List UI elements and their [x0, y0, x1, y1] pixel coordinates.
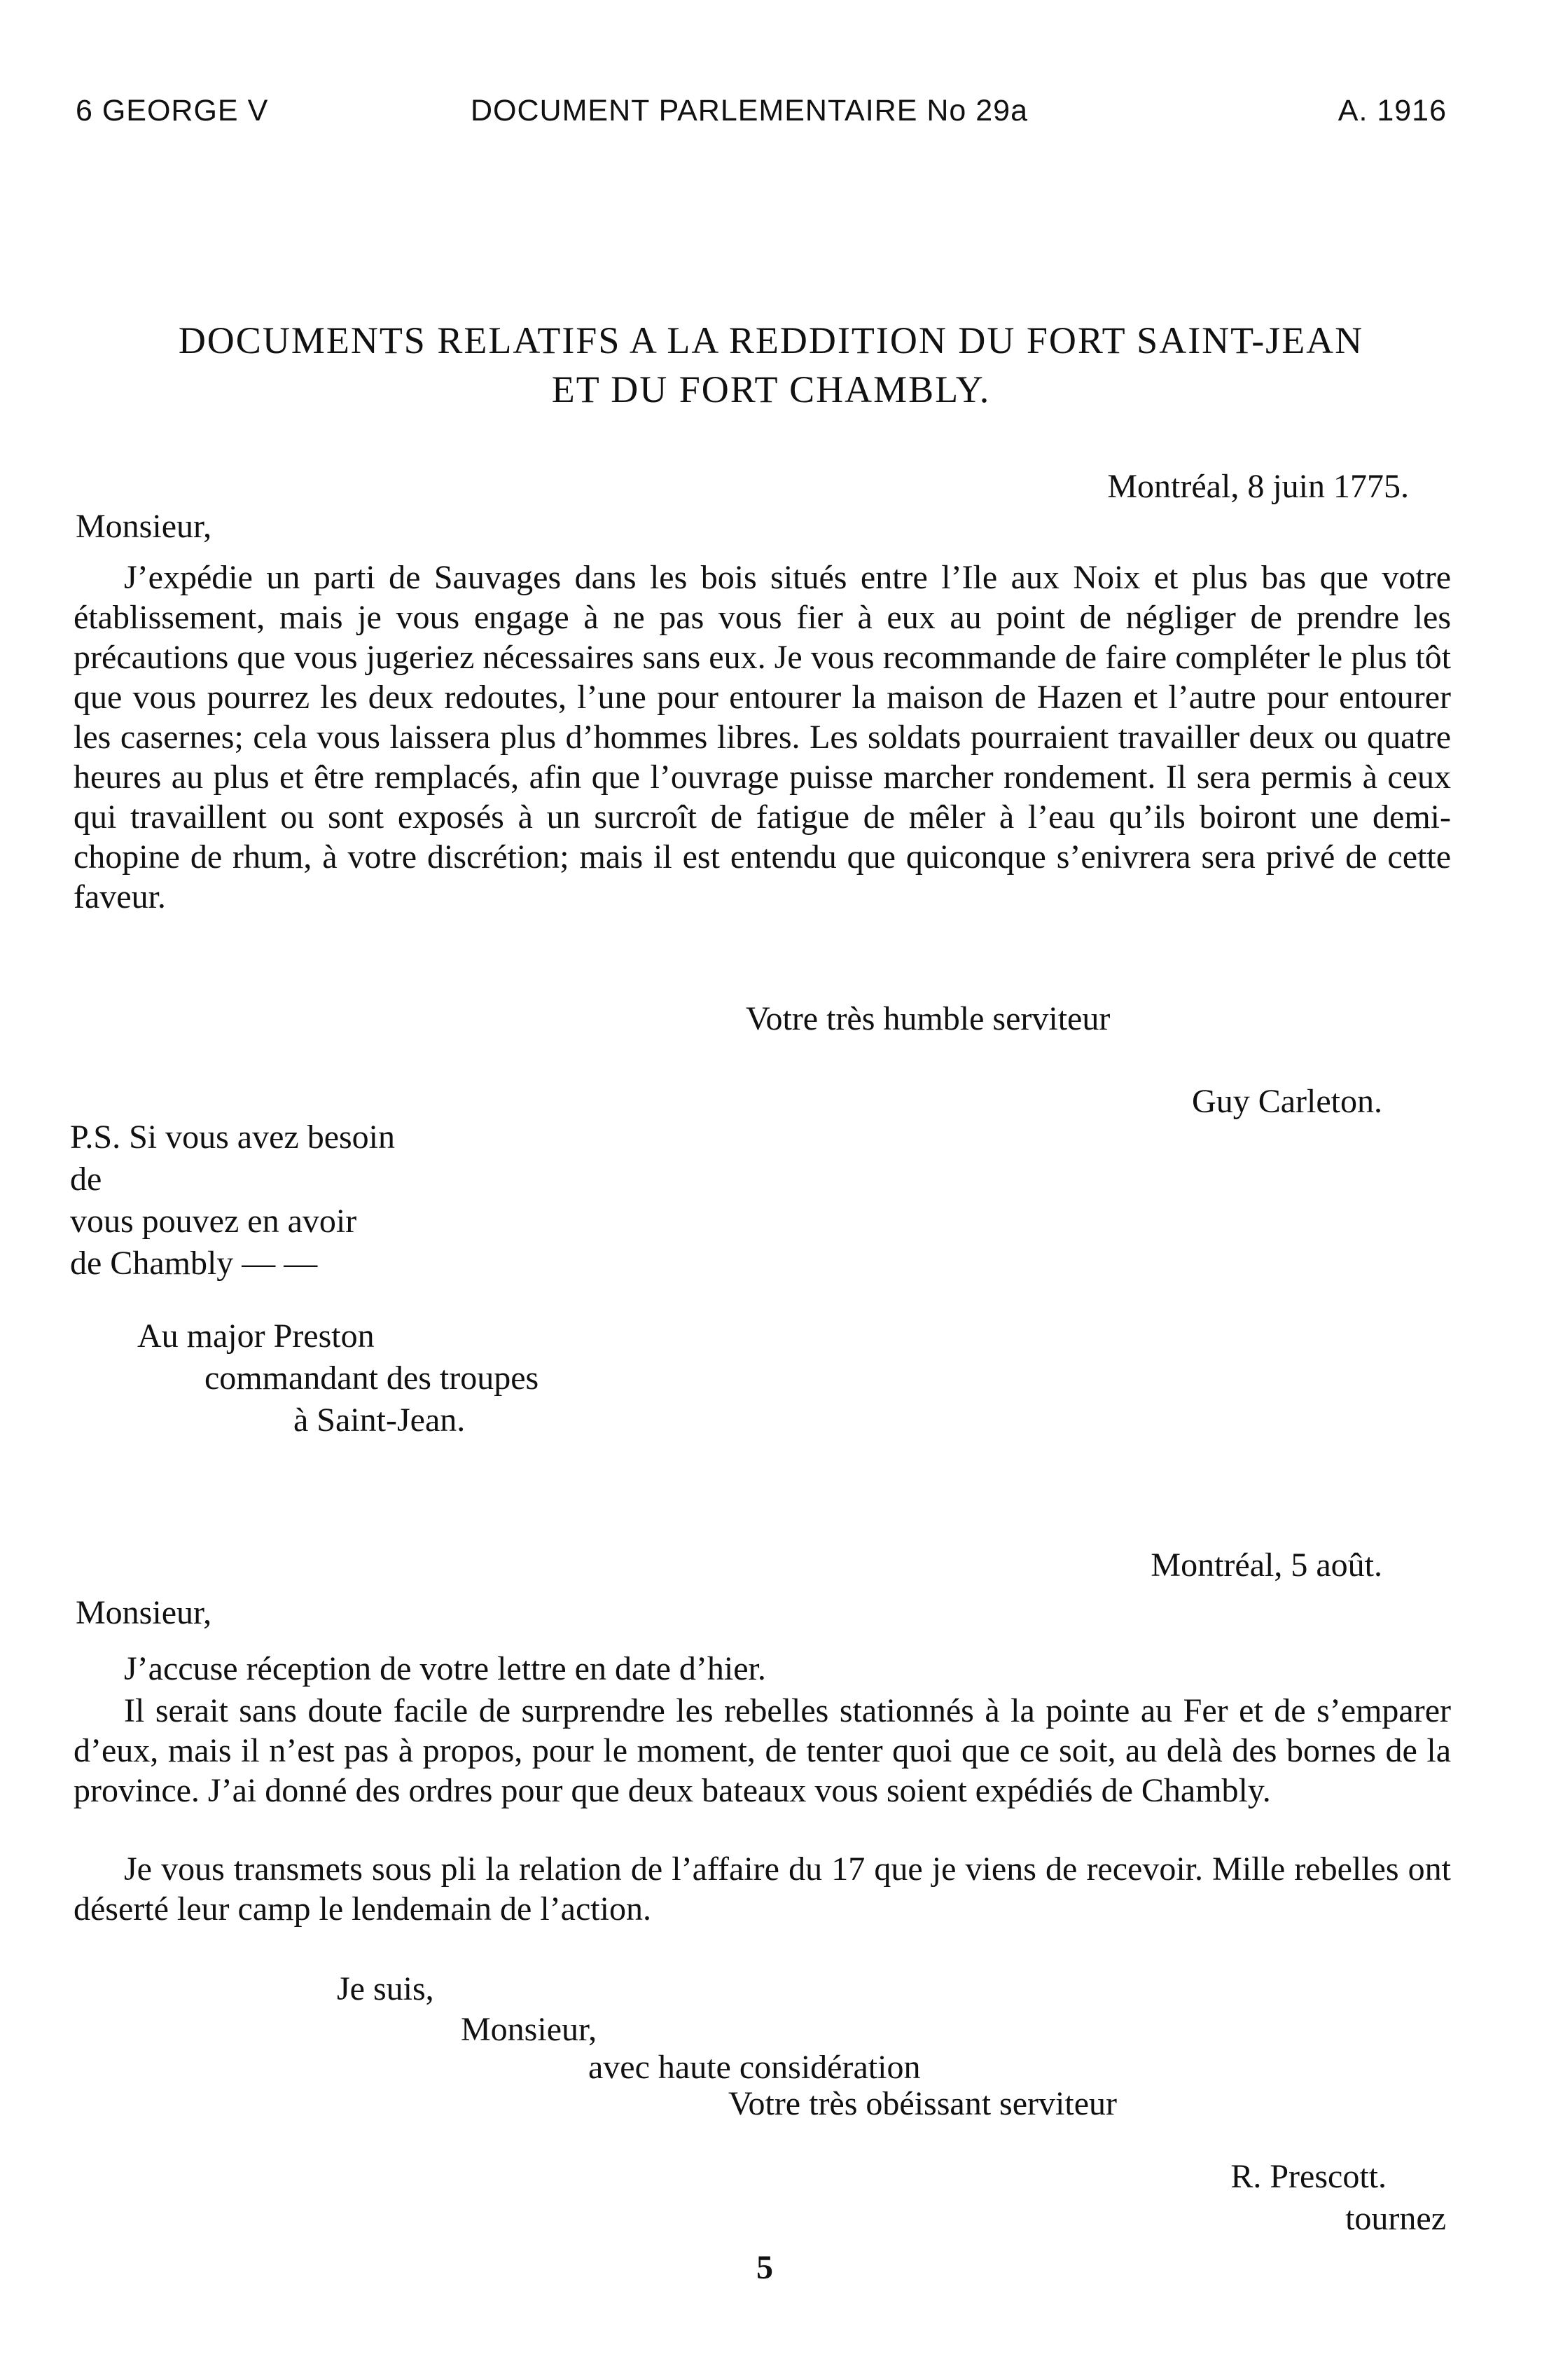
page-number: 5 [756, 2249, 773, 2286]
letter1-signature: Guy Carleton. [1192, 1083, 1382, 1120]
ps-line: P.S. Si vous avez besoin [70, 1119, 396, 1156]
letter2-place-date: Montréal, 5 août. [1151, 1547, 1382, 1584]
turn-over-note: tournez [1345, 2200, 1446, 2237]
letter2-paragraph: J’accuse réception de votre lettre en date d’hier. [124, 1650, 766, 1687]
ps-line: vous pouvez en avoir [70, 1203, 357, 1240]
address-line: à Saint-Jean. [293, 1402, 466, 1439]
header-left: 6 GEORGE V [76, 94, 269, 127]
document-title-line1: DOCUMENTS RELATIFS A LA REDDITION DU FORT SAINT-JEAN [178, 319, 1364, 361]
letter1-place-date: Montréal, 8 juin 1775. [1107, 468, 1409, 505]
closing-line: avec haute considération [588, 2049, 921, 2086]
letter1-salutation: Monsieur, [76, 508, 212, 545]
letter2-signature: R. Prescott. [1230, 2158, 1387, 2195]
document-title-line2: ET DU FORT CHAMBLY. [551, 368, 991, 410]
letter1-body: J’expédie un parti de Sauvages dans les bois situés entre l’Ile aux Noix et plus bas que votre établissement, mais je vous engage à ne pas vous fier à eux au point de négliger de prendre les précautions que vous jugeriez nécessaires sans eux. Je vous recommande de faire compléter le plus tôt que vous pourrez les deux redoutes, l’une pour entourer la maison de Hazen et l’autre pour entourer les casernes; cela vous laissera plus d’hommes libres. Les soldats pourraient travailler deux ou quatre heures au plus et être remplacés, afin que l’ouvrage puisse marcher rondement. Il sera permis à ceux qui travaillent ou sont exposés à un surcroît de fatigue de mêler à l’eau qu’ils boiront une demi-chopine de rhum, à votre discrétion; mais il est entendu que quiconque s’enivrera sera privé de cette faveur. [74, 559, 1451, 915]
address-line: commandant des troupes [204, 1359, 539, 1397]
closing-line: Je suis, [337, 1970, 434, 2007]
closing-line: Monsieur, [461, 2011, 597, 2048]
letter2-salutation: Monsieur, [76, 1594, 212, 1631]
closing-line: Votre très obéissant serviteur [728, 2085, 1117, 2122]
ps-line: de [70, 1161, 102, 1198]
letter1-closing: Votre très humble serviteur [746, 1000, 1111, 1037]
address-line: Au major Preston [137, 1317, 375, 1355]
ps-line: de Chambly — — [70, 1245, 318, 1282]
header-center: DOCUMENT PARLEMENTAIRE No 29a [471, 94, 1029, 127]
letter2-paragraph: Il serait sans doute facile de surprendre les rebelles stationnés à la pointe au Fer et de s’emparer d’eux, mais il n’est pas à propos, pour le moment, de tenter quoi que ce soit, au delà des bornes de la province. J’ai donné des ordres pour que deux bateaux vous soient expédiés de Chambly. [74, 1692, 1451, 1809]
letter2-paragraph: Je vous transmets sous pli la relation de l’affaire du 17 que je viens de recevoir. Mille rebelles ont déserté leur camp le lendemain de l’action. [74, 1850, 1451, 1928]
header-right: A. 1916 [1338, 94, 1447, 127]
